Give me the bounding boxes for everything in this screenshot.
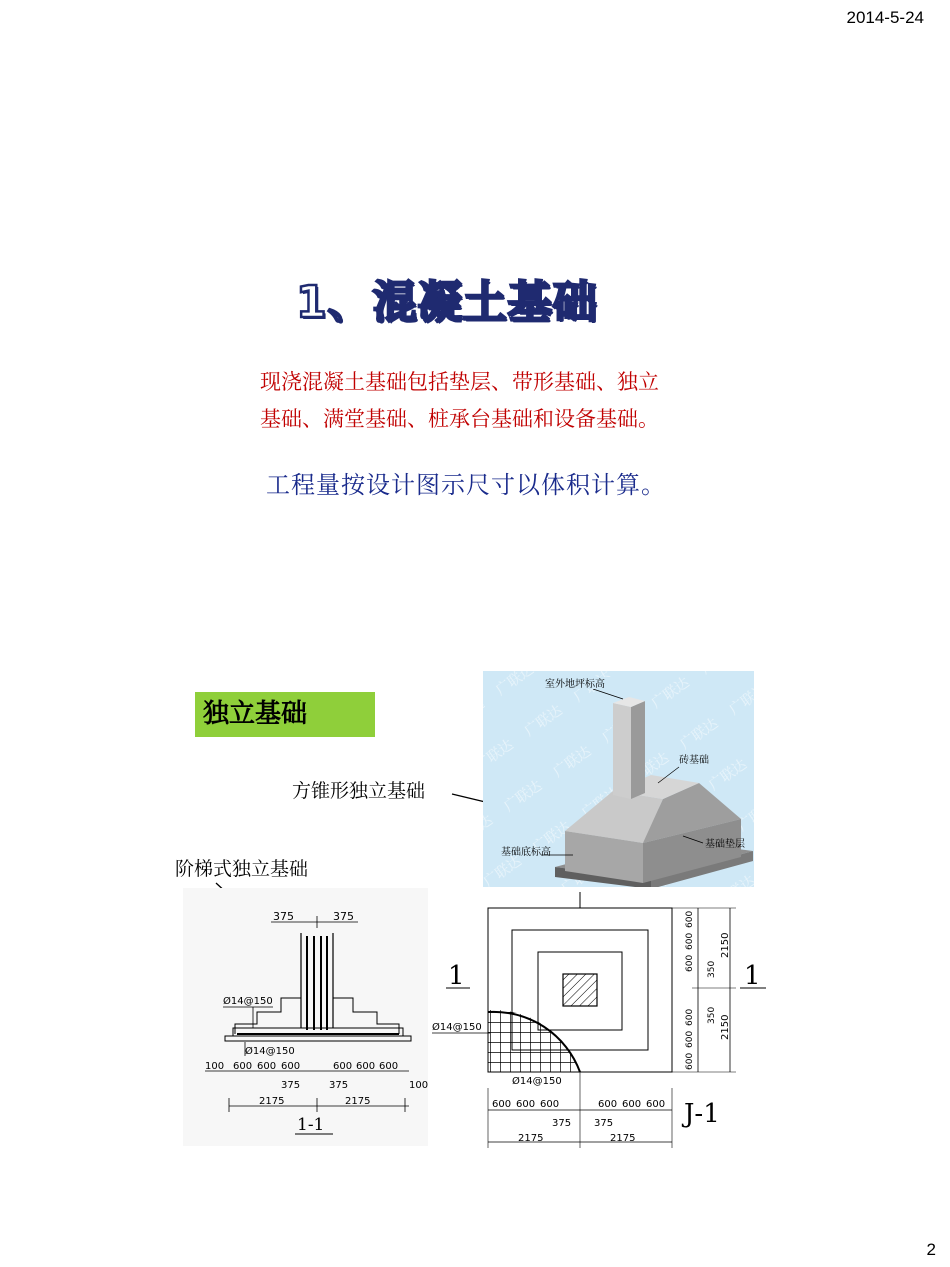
bottom-level-label: 基础底标高 — [501, 847, 551, 858]
dim-375-h-left: 375 — [552, 1118, 572, 1129]
dim-600-h1: 600 — [492, 1099, 512, 1110]
dim-600-l2: 600 — [257, 1061, 277, 1072]
dim-2175-left: 2175 — [259, 1096, 285, 1107]
stepped-foundation-label: 阶梯式独立基础 — [175, 858, 309, 880]
page-title: 1、混凝土基础 — [296, 277, 598, 328]
section-mark-right: 1 — [744, 961, 761, 991]
dim-600-v5: 600 — [685, 1030, 695, 1048]
dim-375-bottom-left: 375 — [281, 1080, 301, 1091]
dim-100-right: 100 — [409, 1080, 428, 1091]
dim-2150-top: 2150 — [720, 932, 731, 958]
dim-600-v2: 600 — [685, 932, 695, 950]
section-mark-left: 1 — [448, 961, 465, 991]
rebar-y-label: Ø14@150 — [512, 1076, 562, 1087]
dim-375-left: 375 — [273, 910, 294, 923]
dim-600-h5: 600 — [622, 1099, 642, 1110]
cushion-label: 基础垫层 — [705, 839, 745, 850]
independent-foundation-badge: 独立基础 — [195, 692, 375, 737]
dim-600-v1: 600 — [685, 910, 695, 928]
dim-375-h-right: 375 — [594, 1118, 614, 1129]
intro-line-1: 现浇混凝土基础包括垫层、带形基础、独立 — [260, 370, 659, 394]
intro-paragraph — [260, 364, 760, 438]
section-drawing — [183, 888, 428, 1146]
plan-label: J-1 — [684, 1099, 720, 1129]
dim-375-right: 375 — [333, 910, 354, 923]
calculation-rule: 工程量按设计图示尺寸以体积计算。 — [266, 471, 666, 499]
dim-600-v6: 600 — [685, 1052, 695, 1070]
page-number: 2 — [926, 1240, 936, 1259]
dim-350-bottom: 350 — [707, 1006, 717, 1024]
dim-600-r2: 600 — [356, 1061, 376, 1072]
dim-600-l3: 600 — [281, 1061, 301, 1072]
dim-600-r1: 600 — [333, 1061, 353, 1072]
outdoor-level-label: 室外地坪标高 — [545, 679, 605, 690]
dim-2175-h-left: 2175 — [518, 1133, 544, 1144]
dim-375-bottom-right: 375 — [329, 1080, 349, 1091]
rebar-top-label: Ø14@150 — [223, 996, 273, 1007]
dim-600-r3: 600 — [379, 1061, 399, 1072]
date: 2014-5-24 — [846, 8, 924, 27]
dim-600-h6: 600 — [646, 1099, 666, 1110]
dim-350-top: 350 — [707, 960, 717, 978]
cone-foundation-photo — [483, 671, 754, 887]
plan-drawing — [430, 892, 770, 1150]
intro-line-2: 基础、满堂基础、桩承台基础和设备基础。 — [260, 407, 659, 431]
dim-600-h3: 600 — [540, 1099, 560, 1110]
rebar-x-label: Ø14@150 — [432, 1022, 482, 1033]
cone-foundation-label: 方锥形独立基础 — [292, 780, 426, 802]
rebar-bottom-label: Ø14@150 — [245, 1046, 295, 1057]
dim-2150-bottom: 2150 — [720, 1014, 731, 1040]
dim-600-v3: 600 — [685, 954, 695, 972]
dim-600-l1: 600 — [233, 1061, 253, 1072]
dim-600-h4: 600 — [598, 1099, 618, 1110]
dim-600-v4: 600 — [685, 1008, 695, 1026]
dim-100-left: 100 — [205, 1061, 225, 1072]
brick-base-label: 砖基础 — [679, 755, 709, 766]
section-label: 1-1 — [297, 1115, 325, 1135]
dim-600-h2: 600 — [516, 1099, 536, 1110]
dim-2175-right: 2175 — [345, 1096, 371, 1107]
dim-2175-h-right: 2175 — [610, 1133, 636, 1144]
